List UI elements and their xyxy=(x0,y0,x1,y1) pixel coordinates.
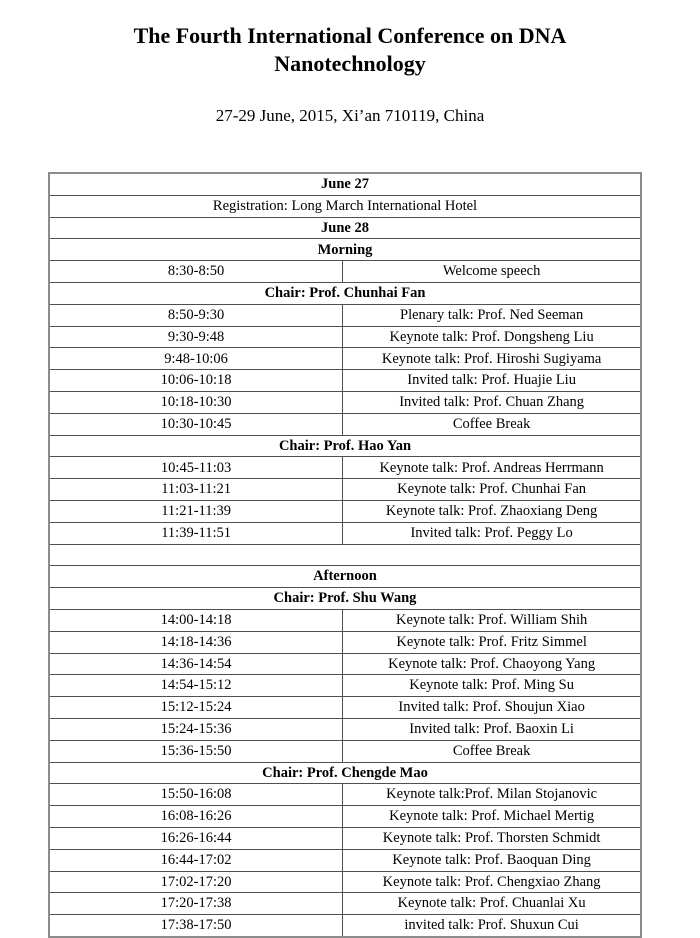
schedule-section-row xyxy=(50,566,640,588)
event-cell: Keynote talk: Prof. Chuanlai Xu xyxy=(397,895,586,912)
event-cell: Invited talk: Prof. Shoujun Xiao xyxy=(398,699,585,716)
event-cell: Keynote talk: Prof. Baoquan Ding xyxy=(392,851,591,868)
schedule-section-row xyxy=(50,545,640,567)
event-cell: Invited talk: Prof. Huajie Liu xyxy=(407,372,576,389)
event-cell: Keynote talk: Prof. Hiroshi Sugiyama xyxy=(381,350,602,367)
event-cell: Keynote talk: Prof. Chengxiao Zhang xyxy=(382,873,601,890)
schedule-row xyxy=(50,915,640,936)
time-cell: 8:50-9:30 xyxy=(50,305,343,326)
schedule-table xyxy=(48,172,642,938)
time-cell: 14:36-14:54 xyxy=(50,654,343,675)
schedule-row xyxy=(50,348,640,370)
event-cell: Invited talk: Prof. Peggy Lo xyxy=(410,524,573,541)
schedule-row xyxy=(50,610,640,632)
event-cell: Keynote talk: Prof. William Shih xyxy=(395,612,588,629)
section-label: Registration: Long March International Hotel xyxy=(212,197,478,214)
schedule-row xyxy=(50,806,640,828)
schedule-row xyxy=(50,370,640,392)
schedule-row xyxy=(50,327,640,349)
schedule-row xyxy=(50,501,640,523)
section-label: Afternoon xyxy=(313,568,377,585)
event-cell: Keynote talk: Prof. Michael Mertig xyxy=(389,808,595,825)
schedule-row xyxy=(50,523,640,545)
event-cell: Plenary talk: Prof. Ned Seeman xyxy=(400,306,584,323)
event-cell: Welcome speech xyxy=(442,263,541,280)
time-cell: 15:36-15:50 xyxy=(50,741,343,762)
time-cell: 9:30-9:48 xyxy=(50,327,343,348)
section-label: Chair: Prof. Chunhai Fan xyxy=(264,285,426,302)
event-cell: Invited talk: Prof. Baoxin Li xyxy=(409,721,574,738)
time-cell: 11:03-11:21 xyxy=(50,479,343,500)
schedule-row xyxy=(50,305,640,327)
schedule-section-row xyxy=(50,588,640,610)
event-cell: Keynote talk: Prof. Dongsheng Liu xyxy=(389,328,594,345)
schedule-row xyxy=(50,784,640,806)
time-cell: 10:30-10:45 xyxy=(50,414,343,435)
section-label: June 28 xyxy=(321,219,369,236)
time-cell: 17:38-17:50 xyxy=(50,915,343,936)
section-label: Chair: Prof. Hao Yan xyxy=(278,437,412,454)
schedule-row xyxy=(50,654,640,676)
event-cell: Invited talk: Prof. Chuan Zhang xyxy=(399,394,585,411)
time-cell: 16:44-17:02 xyxy=(50,850,343,871)
conference-title-line2: Nanotechnology xyxy=(274,51,426,76)
schedule-row xyxy=(50,741,640,763)
schedule-row xyxy=(50,697,640,719)
conference-title xyxy=(0,22,700,78)
time-cell: 10:06-10:18 xyxy=(50,370,343,391)
schedule-section-row xyxy=(50,436,640,458)
conference-date-location: 27-29 June, 2015, Xi’an 710119, China xyxy=(215,106,485,125)
schedule-section-row xyxy=(50,283,640,305)
schedule-row xyxy=(50,392,640,414)
time-cell: 14:00-14:18 xyxy=(50,610,343,631)
time-cell: 14:54-15:12 xyxy=(50,675,343,696)
schedule-row xyxy=(50,893,640,915)
schedule-row xyxy=(50,414,640,436)
schedule-row xyxy=(50,261,640,283)
schedule-section-row xyxy=(50,196,640,218)
schedule-section-row xyxy=(50,218,640,240)
schedule-section-row xyxy=(50,763,640,785)
schedule-row xyxy=(50,828,640,850)
section-label: June 27 xyxy=(321,176,369,193)
time-cell: 14:18-14:36 xyxy=(50,632,343,653)
event-cell: Keynote talk: Prof. Andreas Herrmann xyxy=(379,459,604,476)
event-cell: Keynote talk: Prof. Chaoyong Yang xyxy=(388,655,596,672)
schedule-row xyxy=(50,457,640,479)
schedule-row xyxy=(50,872,640,894)
time-cell: 15:50-16:08 xyxy=(50,784,343,805)
event-cell: Keynote talk: Prof. Zhaoxiang Deng xyxy=(385,503,598,520)
section-label: Chair: Prof. Shu Wang xyxy=(273,590,417,607)
time-cell: 15:24-15:36 xyxy=(50,719,343,740)
time-cell: 10:45-11:03 xyxy=(50,457,343,478)
time-cell: 15:12-15:24 xyxy=(50,697,343,718)
schedule-row xyxy=(50,632,640,654)
schedule-row xyxy=(50,479,640,501)
time-cell: 16:26-16:44 xyxy=(50,828,343,849)
event-cell: invited talk: Prof. Shuxun Cui xyxy=(404,917,579,934)
schedule-section-row xyxy=(50,174,640,196)
time-cell: 8:30-8:50 xyxy=(50,261,343,282)
time-cell: 11:39-11:51 xyxy=(50,523,343,544)
section-label: Morning xyxy=(317,241,373,258)
event-cell: Coffee Break xyxy=(452,742,531,759)
section-label: Chair: Prof. Chengde Mao xyxy=(262,764,428,781)
time-cell: 16:08-16:26 xyxy=(50,806,343,827)
spacer-row-cell xyxy=(50,545,640,566)
time-cell: 17:02-17:20 xyxy=(50,872,343,893)
event-cell: Keynote talk: Prof. Chunhai Fan xyxy=(397,481,587,498)
event-cell: Keynote talk: Prof. Ming Su xyxy=(409,677,574,694)
conference-title-line1: The Fourth International Conference on DNA xyxy=(133,23,567,48)
time-cell: 17:20-17:38 xyxy=(50,893,343,914)
time-cell: 11:21-11:39 xyxy=(50,501,343,522)
schedule-row xyxy=(50,675,640,697)
schedule-section-row xyxy=(50,239,640,261)
event-cell: Keynote talk:Prof. Milan Stojanovic xyxy=(386,786,598,803)
time-cell: 9:48-10:06 xyxy=(50,348,343,369)
event-cell: Keynote talk: Prof. Thorsten Schmidt xyxy=(382,830,601,847)
schedule-row xyxy=(50,850,640,872)
event-cell: Coffee Break xyxy=(452,415,531,432)
schedule-row xyxy=(50,719,640,741)
event-cell: Keynote talk: Prof. Fritz Simmel xyxy=(396,633,587,650)
time-cell: 10:18-10:30 xyxy=(50,392,343,413)
